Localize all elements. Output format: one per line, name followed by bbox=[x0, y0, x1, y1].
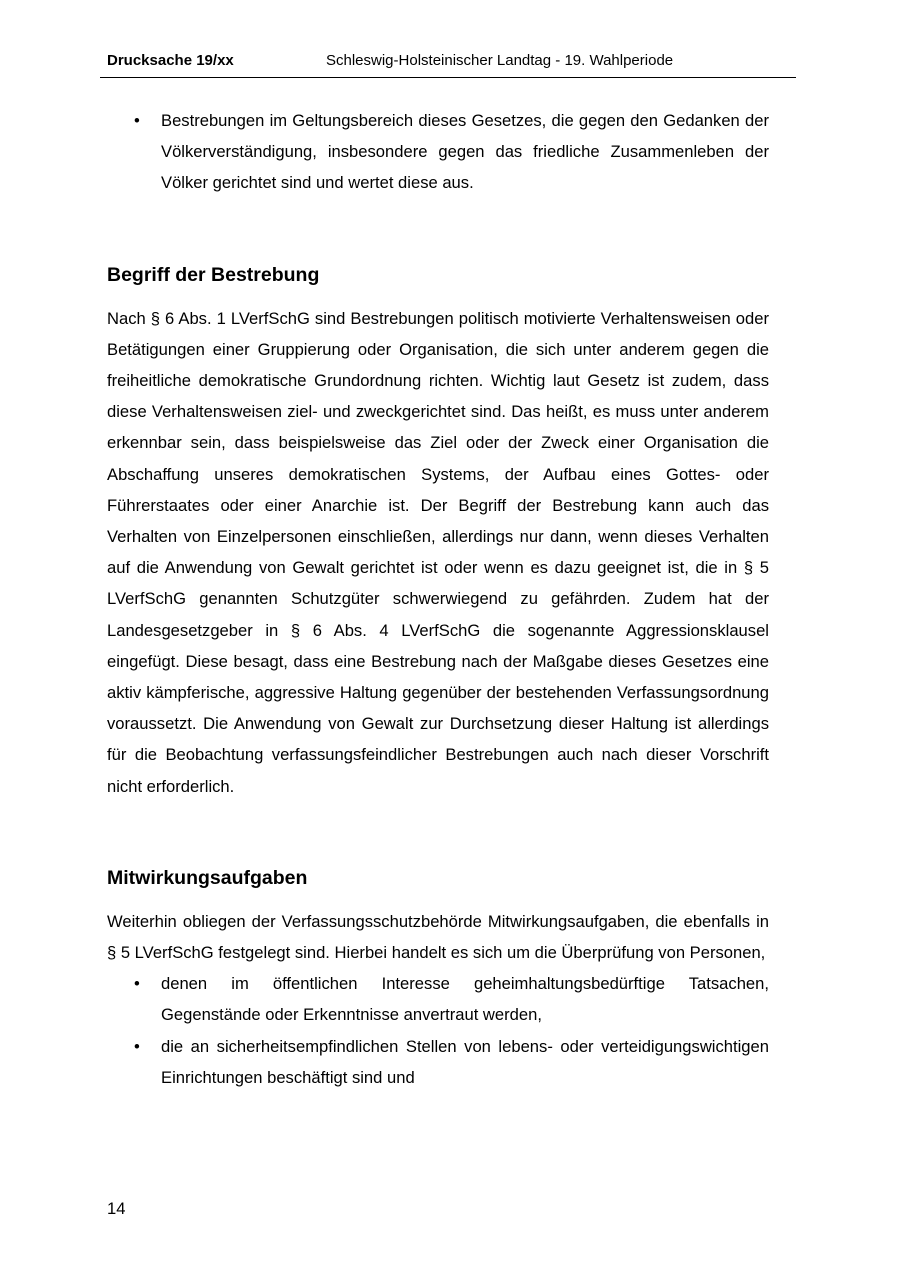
bullet-icon: • bbox=[134, 111, 140, 130]
list-item-text: denen im öffentlichen Interesse geheimhaltungsbedürftige Tatsachen, Gegenstände oder Erkenntnisse anvertraut werden, bbox=[161, 974, 769, 1025]
section-heading-mitwirkung: Mitwirkungsaufgaben bbox=[107, 866, 308, 889]
document-title: Schleswig-Holsteinischer Landtag - 19. Wahlperiode bbox=[326, 52, 674, 69]
mitwirkung-list bbox=[107, 968, 769, 1093]
bullet-icon: • bbox=[134, 1036, 140, 1056]
list-item bbox=[107, 968, 769, 1030]
document-number: Drucksache 19/xx bbox=[107, 52, 234, 69]
page-header bbox=[100, 52, 796, 78]
page-number: 14 bbox=[107, 1199, 126, 1218]
bullet-icon: • bbox=[134, 974, 140, 994]
section-heading-bestrebung: Begriff der Bestrebung bbox=[107, 263, 320, 286]
intro-list bbox=[107, 105, 769, 199]
page-content bbox=[107, 105, 769, 1093]
list-item-text: Bestrebungen im Geltungsbereich dieses Gesetzes, die gegen den Gedanken der Völkerverständigung, insbesondere gegen das friedliche Zusammenleben der Völker gerichtet sind und wertet diese aus. bbox=[161, 111, 769, 193]
section-paragraph-mitwirkung: Weiterhin obliegen der Verfassungsschutzbehörde Mitwirkungsaufgaben, die ebenfalls in § 5 LVerfSchG festgelegt sind. Hierbei handelt es sich um die Überprüfung von Personen, bbox=[107, 911, 769, 963]
section-paragraph-bestrebung: Nach § 6 Abs. 1 LVerfSchG sind Bestrebungen politisch motivierte Verhaltensweisen oder Betätigungen einer Gruppierung oder Organisation, die sich unter anderem gegen die freiheitliche demokratische Grundordnung richten. Wichtig laut Gesetz ist zudem, dass diese Verhaltensweisen ziel- und zweckgerichtet sind. Das heißt, es muss unter anderem erkennbar sein, dass beispielsweise das Ziel oder der Zweck einer Organisation die Abschaffung unseres demokratischen Systems, der Aufbau eines Gottes- oder Führerstaates oder einer Anarchie ist. Der Begriff der Bestrebung kann auch das Verhalten von Einzelpersonen einschließen, allerdings nur dann, wenn dieses Verhalten auf die Anwendung von Gewalt gerichtet ist oder wenn es dazu geeignet ist, die in § 5 LVerfSchG genannten Schutzgüter schwerwiegend zu gefährden. Zudem hat der Landesgesetzgeber in § 6 Abs. 4 LVerfSchG die sogenannte Aggressionsklausel eingefügt. Diese besagt, dass eine Bestrebung nach der Maßgabe dieses Gesetzes eine aktiv kämpferische, aggressive Haltung gegenüber der bestehenden Verfassungsordnung voraussetzt. Die Anwendung von Gewalt zur Durchsetzung dieser Haltung ist allerdings für die Beobachtung verfassungsfeindlicher Bestrebungen auch nach dieser Vorschrift nicht erforderlich. bbox=[107, 308, 769, 796]
list-item-text: die an sicherheitsempfindlichen Stellen von lebens- oder verteidigungswichtigen Einrichtungen beschäftigt sind und bbox=[161, 1036, 769, 1087]
list-item bbox=[107, 1031, 769, 1093]
list-item bbox=[107, 105, 769, 199]
